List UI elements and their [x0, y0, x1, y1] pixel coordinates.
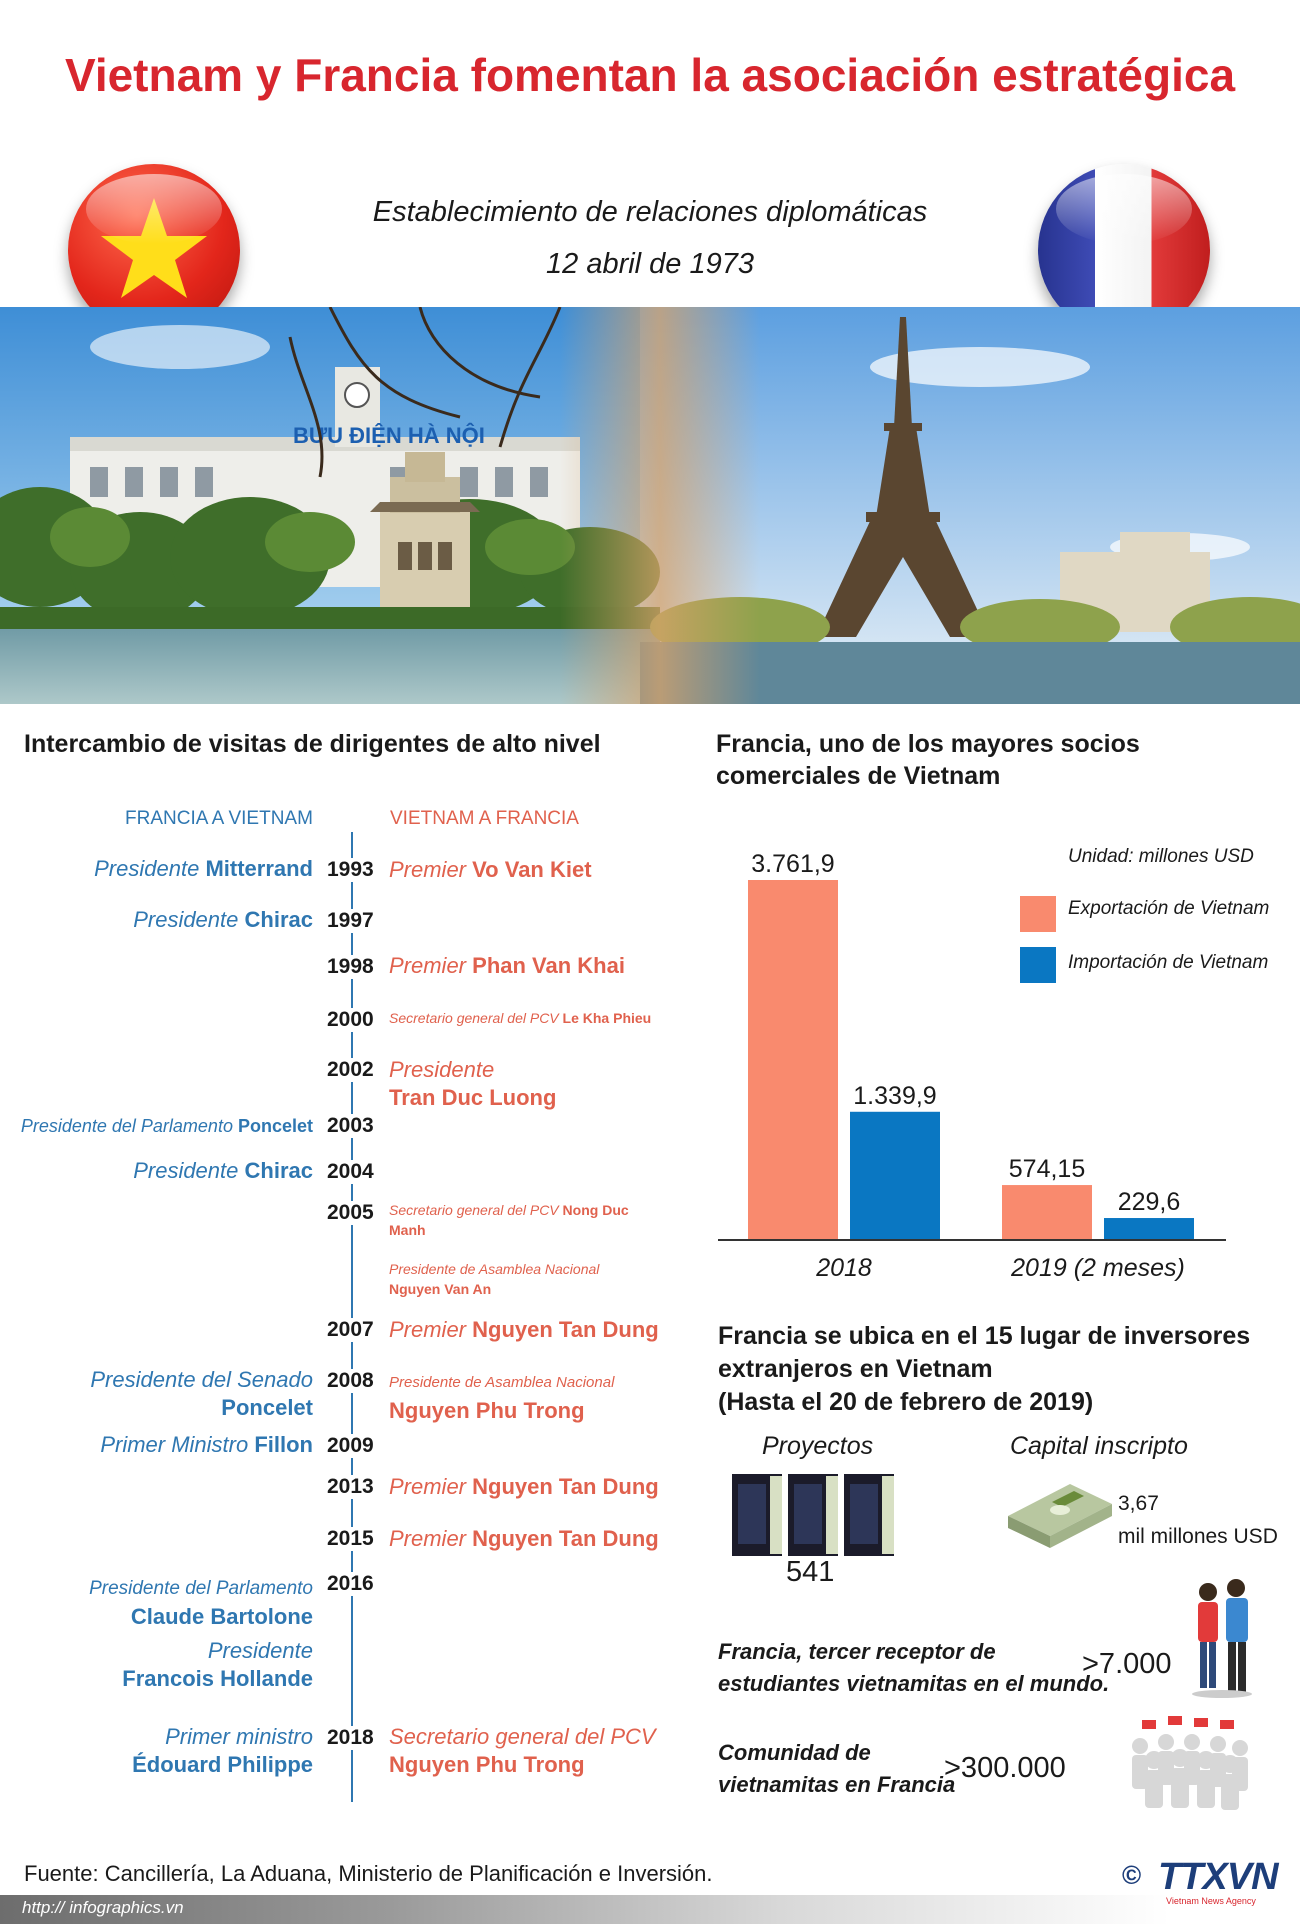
bar-import-1 — [1104, 1218, 1194, 1240]
timeline-year: 2009 — [327, 1434, 374, 1457]
visit-fr-2004: Presidente Chirac — [133, 1158, 313, 1183]
source-text: Fuente: Cancillería, La Aduana, Ministerio de Planificación e Inversión. — [24, 1861, 713, 1886]
community-crowd-icon — [1124, 1716, 1252, 1812]
timeline-year: 2005 — [327, 1201, 374, 1224]
timeline-year: 1998 — [327, 955, 374, 978]
timeline-year: 2002 — [327, 1058, 374, 1081]
timeline-year: 2016 — [327, 1572, 374, 1595]
visit-fr-2018: Primer ministro Édouard Philippe — [132, 1724, 313, 1777]
visit-vn-1998: Premier Phan Van Khai — [389, 953, 625, 978]
bar-data-label: 574,15 — [1008, 1155, 1086, 1184]
bar-data-label: 1.339,9 — [853, 1081, 937, 1110]
france-to-vietnam-header: FRANCIA A VIETNAM — [125, 808, 313, 829]
visit-vn-2013: Premier Nguyen Tan Dung — [389, 1474, 659, 1499]
visit-fr-2009: Primer Ministro Fillon — [100, 1432, 313, 1457]
timeline-year: 1997 — [327, 909, 374, 932]
bar-data-label: 3.761,9 — [751, 850, 835, 878]
trade-bar-chart — [716, 800, 1256, 1290]
capital-label: Capital inscripto — [1010, 1432, 1188, 1460]
chart-unit-label: Unidad: millones USD — [1068, 846, 1254, 867]
copyright-icon: © — [1122, 1860, 1142, 1890]
students-value: >7.000 — [1082, 1648, 1172, 1680]
visit-vn-2008: Presidente de Asamblea Nacional Nguyen Phu Trong — [389, 1374, 615, 1423]
footer-url-link[interactable]: http:// infographics.vn — [22, 1898, 184, 1917]
visit-vn-2000: Secretario general del PCV Le Kha Phieu — [389, 1010, 652, 1026]
timeline-year: 1993 — [327, 858, 374, 881]
timeline-year: 2007 — [327, 1318, 374, 1341]
bar-export-0 — [748, 880, 838, 1240]
capital-unit: mil millones USD — [1118, 1525, 1278, 1548]
visit-fr-1993: Presidente Mitterrand — [94, 856, 313, 881]
timeline-year: 2003 — [327, 1114, 374, 1137]
trade-title: Francia, uno de los mayores socios comerciales de Vietnam — [716, 730, 1140, 790]
projects-label: Proyectos — [762, 1432, 874, 1460]
visits-title: Intercambio de visitas de dirigentes de alto nivel — [24, 730, 601, 758]
bar-data-label: 229,6 — [1117, 1188, 1181, 1217]
legend-export-label: Exportación de Vietnam — [1068, 898, 1270, 919]
legend-swatch-import — [1020, 947, 1056, 983]
students-text: Francia, tercer receptor de estudiantes vietnamitas en el mundo. — [718, 1639, 1110, 1696]
students-icon — [1186, 1578, 1258, 1700]
money-stack-icon — [1004, 1470, 1114, 1550]
timeline-year: 2000 — [327, 1008, 374, 1031]
community-value: >300.000 — [944, 1752, 1066, 1784]
visit-fr-2003: Presidente del Parlamento Poncelet — [20, 1116, 313, 1136]
timeline-year: 2013 — [327, 1475, 374, 1498]
bar-export-1 — [1002, 1185, 1092, 1240]
timeline-year: 2015 — [327, 1527, 374, 1550]
investment-title: Francia se ubica en el 15 lugar de inversores extranjeros en Vietnam (Hasta el 20 de febrero de 2019) — [718, 1322, 1251, 1416]
banner-sign-text: BƯU ĐIỆN HÀ NỘI — [293, 423, 485, 448]
projects-value: 541 — [786, 1556, 835, 1588]
relations-date: 12 abril de 1973 — [546, 248, 754, 280]
footer-bar — [0, 1895, 1300, 1924]
relations-subtitle: Establecimiento de relaciones diplomáticas — [372, 196, 928, 228]
legend-import-label: Importación de Vietnam — [1068, 952, 1269, 973]
timeline-year: 2008 — [327, 1369, 374, 1392]
category-tick-label: 2018 — [816, 1254, 872, 1282]
visit-fr-2016-hollande: Presidente Francois Hollande — [122, 1638, 313, 1691]
timeline-year: 2018 — [327, 1726, 374, 1749]
logo-subtitle: Vietnam News Agency — [1166, 1896, 1256, 1906]
visit-fr-2008: Presidente del Senado Poncelet — [90, 1367, 313, 1420]
visit-fr-2016: Presidente del Parlamento Claude Bartolone — [89, 1578, 313, 1629]
visit-vn-2018: Secretario general del PCV Nguyen Phu Trong — [389, 1724, 656, 1777]
visit-vn-1993: Premier Vo Van Kiet — [389, 857, 592, 882]
page-title: Vietnam y Francia fomentan la asociación estratégica — [64, 49, 1236, 101]
visit-vn-2005-assembly: Presidente de Asamblea Nacional Nguyen Van An — [389, 1261, 600, 1297]
visit-vn-2005: Secretario general del PCV Nong Duc Manh — [389, 1202, 629, 1238]
visit-vn-2002: Presidente Tran Duc Luong — [389, 1057, 557, 1110]
visit-vn-2015: Premier Nguyen Tan Dung — [389, 1526, 659, 1551]
category-tick-label: 2019 (2 meses) — [1011, 1254, 1185, 1282]
capital-value: 3,67 — [1118, 1492, 1159, 1515]
vietnam-to-france-header: VIETNAM A FRANCIA — [390, 808, 579, 829]
ttxvn-logo: TTXVN — [1158, 1856, 1278, 1898]
legend-swatch-export — [1020, 896, 1056, 932]
servers-icon — [728, 1470, 903, 1560]
visit-vn-2007: Premier Nguyen Tan Dung — [389, 1317, 659, 1342]
visit-fr-1997: Presidente Chirac — [133, 907, 313, 932]
bar-import-0 — [850, 1112, 940, 1240]
hanoi-paris-banner — [0, 307, 1300, 704]
community-text: Comunidad de vietnamitas en Francia — [718, 1740, 956, 1797]
timeline-year: 2004 — [327, 1160, 374, 1183]
